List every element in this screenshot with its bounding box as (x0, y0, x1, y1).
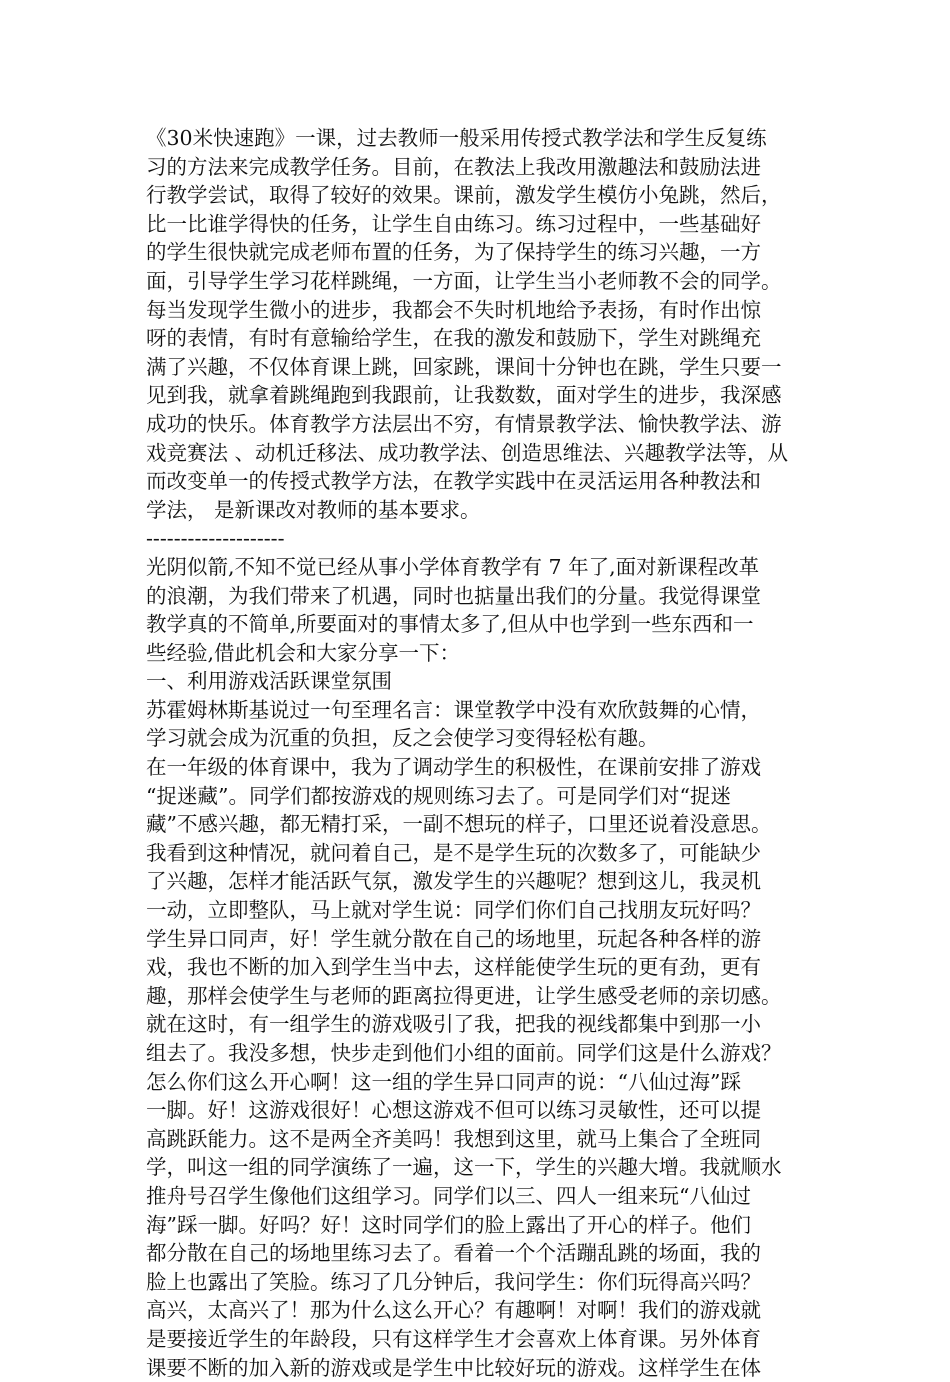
text-line: 见到我，就拿着跳绳跑到我跟前，让我数数，面对学生的进步，我深感 (146, 383, 782, 408)
text-line: 戏，我也不断的加入到学生当中去，这样能使学生玩的更有劲，更有 (146, 955, 761, 980)
text-line: 光阴似箭,不知不觉已经从事小学体育教学有 7 年了,面对新课程改革 (146, 554, 760, 579)
text-line: 组去了。我没多想，快步走到他们小组的面前。同学们这是什么游戏？ (146, 1041, 782, 1065)
text-line: 一脚。好！这游戏很好！心想这游戏不但可以练习灵敏性，还可以提 (146, 1098, 761, 1123)
text-line: “捉迷藏”。同学们都按游戏的规则练习去了。可是同学们对“捉迷 (146, 783, 731, 808)
text-line: 课要不断的加入新的游戏或是学生中比较好玩的游戏。这样学生在体 (146, 1355, 761, 1380)
text-line: 些经验,借此机会和大家分享一下： (146, 640, 461, 665)
text-line: -------------------- (146, 526, 285, 551)
text-line: 面，引导学生学习花样跳绳，一方面，让学生当小老师教不会的同学。 (146, 268, 782, 293)
text-line: 苏霍姆林斯基说过一句至理名言：课堂教学中没有欢欣鼓舞的心情， (146, 697, 761, 722)
text-line: 比一比谁学得快的任务，让学生自由练习。练习过程中，一些基础好 (146, 211, 761, 236)
text-line: 一、利用游戏活跃课堂氛围 (146, 669, 392, 694)
text-line: 成功的快乐。体育教学方法层出不穷，有情景教学法、愉快教学法、游 (146, 411, 782, 436)
document-body (146, 124, 836, 1382)
text-line: 学生异口同声，好！学生就分散在自己的场地里，玩起各种各样的游 (146, 926, 761, 951)
text-line: 是要接近学生的年龄段，只有这样学生才会喜欢上体育课。另外体育 (146, 1326, 761, 1351)
text-line: 戏竞赛法 、动机迁移法、成功教学法、创造思维法、兴趣教学法等，从 (146, 440, 789, 465)
text-line: 习的方法来完成教学任务。目前，在教法上我改用激趣法和鼓励法进 (146, 154, 761, 179)
text-line: 行教学尝试，取得了较好的效果。课前，激发学生模仿小兔跳，然后， (146, 183, 782, 208)
text-line: 教学真的不简单,所要面对的事情太多了,但从中也学到一些东西和一 (146, 612, 754, 637)
text-line: 满了兴趣，不仅体育课上跳，回家跳，课间十分钟也在跳，学生只要一 (146, 354, 782, 379)
text-line: 学，叫这一组的同学演练了一遍，这一下，学生的兴趣大增。我就顺水 (146, 1155, 782, 1180)
text-line: 高兴，太高兴了！那为什么这么开心？有趣啊！对啊！我们的游戏就 (146, 1298, 761, 1323)
text-line: 《30米快速跑》一课，过去教师一般采用传授式教学法和学生反复练 (146, 126, 767, 150)
text-line: 推舟号召学生像他们这组学习。同学们以三、四人一组来玩“八仙过 (146, 1183, 751, 1208)
text-line: 呀的表情，有时有意输给学生，在我的激发和鼓励下，学生对跳绳充 (146, 326, 761, 351)
text-line: 高跳跃能力。这不是两全齐美吗！我想到这里，就马上集合了全班同 (146, 1126, 761, 1151)
text-line: 趣，那样会使学生与老师的距离拉得更进，让学生感受老师的亲切感。 (146, 983, 782, 1008)
text-line: 的浪潮，为我们带来了机遇，同时也掂量出我们的分量。我觉得课堂 (146, 583, 761, 608)
text-line: 每当发现学生微小的进步，我都会不失时机地给予表扬，有时作出惊 (146, 297, 761, 322)
text-line: 都分散在自己的场地里练习去了。看着一个个活蹦乱跳的场面，我的 (146, 1241, 761, 1266)
text-line: 的学生很快就完成老师布置的任务，为了保持学生的练习兴趣，一方 (146, 240, 761, 265)
text-line: 藏”不感兴趣，都无精打采，一副不想玩的样子，口里还说着没意思。 (146, 812, 772, 837)
text-line: 在一年级的体育课中，我为了调动学生的积极性，在课前安排了游戏 (146, 755, 761, 780)
text-line: 怎么你们这么开心啊！这一组的学生异口同声的说：“八仙过海”踩 (146, 1069, 741, 1094)
text-line: 海”踩一脚。好吗？好！这时同学们的脸上露出了开心的样子。他们 (146, 1212, 751, 1237)
text-line: 学习就会成为沉重的负担，反之会使学习变得轻松有趣。 (146, 726, 659, 751)
text-line: 学法， 是新课改对教师的基本要求。 (146, 497, 481, 522)
text-line: 了兴趣，怎样才能活跃气氛，激发学生的兴趣呢？想到这儿，我灵机 (146, 869, 761, 894)
text-line: 而改变单一的传授式教学方法，在教学实践中在灵活运用各种教法和 (146, 469, 761, 494)
text-line: 一动，立即整队，马上就对学生说：同学们你们自己找朋友玩好吗？ (146, 898, 761, 923)
text-line: 脸上也露出了笑脸。练习了几分钟后，我问学生：你们玩得高兴吗？ (146, 1269, 761, 1294)
text-line: 就在这时，有一组学生的游戏吸引了我，把我的视线都集中到那一小 (146, 1012, 761, 1037)
text-line: 我看到这种情况，就问着自己，是不是学生玩的次数多了，可能缺少 (146, 840, 761, 865)
